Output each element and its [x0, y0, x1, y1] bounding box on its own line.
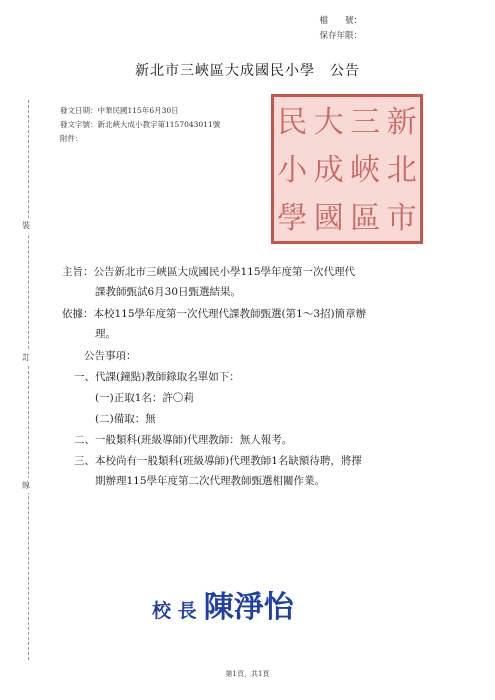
binding-line: [28, 100, 29, 660]
notice-item-3-line-2: 期辦理115學年度第二次代理教師甄選相關作業。: [95, 475, 326, 487]
retention-label: 保存年限：: [319, 31, 362, 41]
seal-char: 小: [277, 153, 308, 188]
page-footer: 第1頁，共1頁: [225, 670, 270, 678]
page-title: 新北市三峽區大成國民小學 公告: [135, 63, 360, 79]
notice-item-1: 一、代課(鐘點)教師錄取名單如下：: [74, 371, 240, 383]
file-no-label: 檔 號：: [319, 16, 362, 26]
seal-char: 北: [386, 153, 417, 188]
principal-signature: [152, 582, 294, 626]
seal-char: 民: [277, 105, 308, 140]
seal-char: 區: [350, 201, 381, 236]
seal-char: 三: [350, 105, 381, 140]
seal-char: 峽: [350, 153, 381, 188]
subject-line-2: 課教師甄試6月30日甄選結果。: [95, 286, 242, 298]
seal-char: 成: [313, 153, 344, 188]
seal-char: 市: [386, 201, 417, 236]
notice-item-1-b: (二)備取：無: [95, 413, 156, 425]
subject-line-1: 主旨：公告新北市三峽區大成國民小學115學年度第一次代理代: [62, 266, 356, 278]
signature-title: 校 長: [152, 600, 197, 622]
document-meta: [60, 104, 220, 146]
document-number: 發文字號：新北峽大成小教字第1157043011號: [60, 120, 221, 129]
basis-line-2: 理。: [95, 328, 116, 340]
official-seal: [271, 94, 423, 244]
basis-line-1: 依據：本校115學年度第一次代理代課教師甄選(第1～3招)簡章辦: [62, 308, 367, 320]
seal-glyphs: [274, 97, 420, 241]
seal-char: 新: [386, 105, 417, 140]
notice-item-1-a: (一)正取1名：許〇莉: [95, 392, 194, 404]
attachment-label: 附件：: [60, 134, 83, 143]
seal-char: 國: [313, 201, 344, 236]
binding-char-zhuang: 裝: [22, 218, 30, 233]
notice-heading: 公告事項：: [84, 350, 137, 362]
signature-name: 陳淨怡: [203, 590, 294, 625]
header-meta: [300, 14, 362, 44]
binding-char-xian: 線: [22, 478, 30, 493]
notice-item-2: 二、一般類科(班級導師)代理教師：無人報考。: [74, 434, 293, 446]
seal-char: 學: [277, 201, 308, 236]
seal-char: 大: [313, 105, 344, 140]
notice-item-3-line-1: 三、本校尚有一般類科(班級導師)代理教師1名缺額待聘，將擇: [74, 455, 362, 467]
issue-date: 發文日期：中華民國115年6月30日: [60, 106, 179, 115]
binding-char-ding: 訂: [22, 350, 30, 365]
